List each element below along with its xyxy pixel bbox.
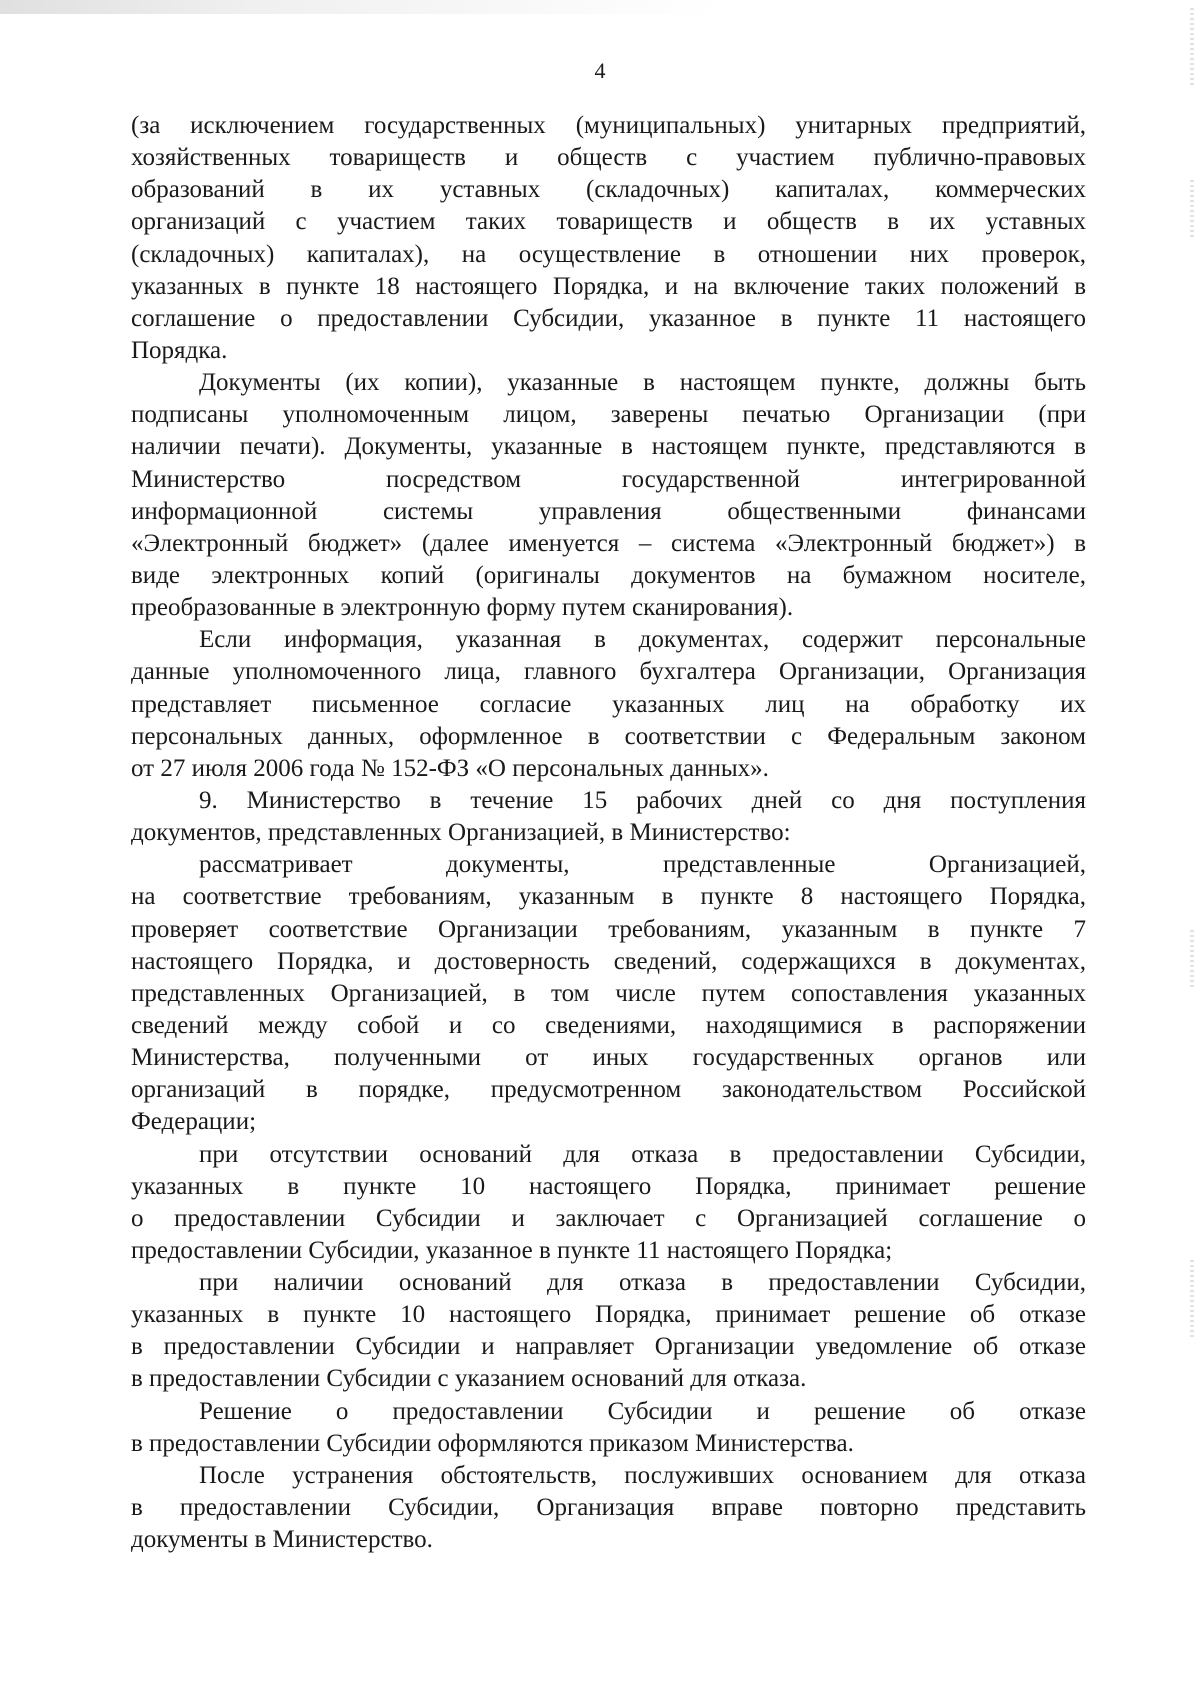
text-line: После устранения обстоятельств, послуживших основанием для отказа xyxy=(199,1461,1086,1489)
scan-shadow-right xyxy=(1190,930,1194,990)
text-line: персональных данных, оформленное в соответствии с Федеральным законом xyxy=(131,722,1086,750)
text-line: Министерства, полученными от иных государственных органов или xyxy=(131,1044,1086,1072)
text-line: Порядка. xyxy=(131,336,228,364)
text-line: в предоставлении Субсидии и направляет Организации уведомление об отказе xyxy=(131,1333,1086,1361)
text-line: при отсутствии оснований для отказа в предоставлении Субсидии, xyxy=(199,1140,1086,1168)
text-line: образований в их уставных (складочных) капиталах, коммерческих xyxy=(131,176,1086,204)
text-line: в предоставлении Субсидии оформляются приказом Министерства. xyxy=(131,1429,854,1457)
scan-shadow-top xyxy=(0,0,720,14)
text-line: на соответствие требованиям, указанным в пункте 8 настоящего Порядка, xyxy=(131,883,1086,911)
text-line: Если информация, указанная в документах, содержит персональные xyxy=(199,626,1086,654)
text-line: Документы (их копии), указанные в настоящем пункте, должны быть xyxy=(199,369,1086,397)
text-line: преобразованные в электронную форму путем сканирования). xyxy=(131,594,794,622)
text-line: подписаны уполномоченным лицом, заверены печатью Организации (при xyxy=(131,401,1086,429)
text-line: от 27 июля 2006 года № 152-ФЗ «О персональных данных». xyxy=(131,754,769,782)
text-line: виде электронных копий (оригиналы документов на бумажном носителе, xyxy=(131,561,1086,589)
text-line: рассматривает документы, представленные Организацией, xyxy=(199,851,1086,879)
scan-shadow-right xyxy=(1190,1260,1194,1340)
text-line: организаций в порядке, предусмотренном законодательством Российской xyxy=(131,1076,1086,1104)
text-line: документы в Министерство. xyxy=(131,1526,433,1554)
text-line: «Электронный бюджет» (далее именуется – система «Электронный бюджет») в xyxy=(131,529,1086,557)
text-line: представленных Организацией, в том числе путем сопоставления указанных xyxy=(131,979,1086,1007)
text-line: организаций с участием таких товариществ и обществ в их уставных xyxy=(131,208,1086,236)
text-line: наличии печати). Документы, указанные в настоящем пункте, представляются в xyxy=(131,433,1086,461)
text-line: Федерации; xyxy=(131,1108,257,1136)
text-line: представляет письменное согласие указанных лиц на обработку их xyxy=(131,690,1086,718)
text-line: указанных в пункте 10 настоящего Порядка, принимает решение xyxy=(131,1172,1086,1200)
text-line: (за исключением государственных (муниципальных) унитарных предприятий, xyxy=(131,112,1086,139)
text-line: о предоставлении Субсидии и заключает с Организацией соглашение о xyxy=(131,1204,1086,1232)
text-line: настоящего Порядка, и достоверность сведений, содержащихся в документах, xyxy=(131,947,1086,975)
text-line: в предоставлении Субсидии, Организация вправе повторно представить xyxy=(131,1494,1086,1522)
text-line: соглашение о предоставлении Субсидии, указанное в пункте 11 настоящего xyxy=(131,304,1086,332)
page-number: 4 xyxy=(594,58,606,83)
text-line: проверяет соответствие Организации требованиям, указанным в пункте 7 xyxy=(131,915,1086,943)
text-line: (складочных) капиталах), на осуществление в отношении них проверок, xyxy=(131,240,1086,268)
text-line: информационной системы управления общественными финансами xyxy=(131,497,1086,525)
text-line: в предоставлении Субсидии с указанием оснований для отказа. xyxy=(131,1365,807,1393)
text-line: хозяйственных товариществ и обществ с участием публично-правовых xyxy=(131,144,1086,172)
text-line: 9. Министерство в течение 15 рабочих дней со дня поступления xyxy=(199,786,1086,814)
text-line: при наличии оснований для отказа в предоставлении Субсидии, xyxy=(199,1269,1086,1297)
text-line: Министерство посредством государственной интегрированной xyxy=(131,465,1086,493)
text-line: данные уполномоченного лица, главного бухгалтера Организации, Организация xyxy=(131,658,1086,686)
document-body xyxy=(131,110,1086,1556)
scan-shadow-right xyxy=(1190,180,1194,240)
text-line: указанных в пункте 18 настоящего Порядка, и на включение таких положений в xyxy=(131,272,1086,300)
text-line: указанных в пункте 10 настоящего Порядка, принимает решение об отказе xyxy=(131,1301,1086,1329)
text-line: предоставлении Субсидии, указанное в пункте 11 настоящего Порядка; xyxy=(131,1236,893,1264)
text-line: Решение о предоставлении Субсидии и решение об отказе xyxy=(199,1397,1086,1425)
text-line: документов, представленных Организацией, в Министерство: xyxy=(131,819,791,847)
text-line: сведений между собой и со сведениями, находящимися в распоряжении xyxy=(131,1011,1086,1039)
